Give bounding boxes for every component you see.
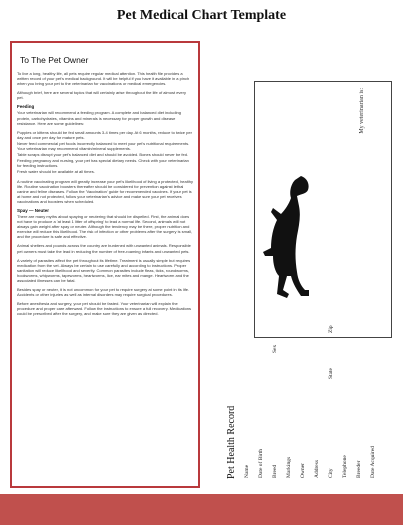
field-owner: Owner: [300, 463, 306, 478]
intro-paragraph: To live a long, healthy life, all pets require regular medical attention. This health file provides a written record of your pet's medical background. It will be helpful if you have it available in a pinch when you bring your pet to the veterinarian for vaccinations or medical emergencies.: [17, 71, 190, 87]
animal-paragraph: Animal shelters and pounds across the country are burdened with unwanted animals. Responsible pet owners must take the lead in reducing the number of free-roaming infants and unwanted pets.: [17, 243, 191, 254]
page-title: Pet Medical Chart Template: [116, 8, 287, 23]
parasite-paragraph: A variety of parasites affect the pet throughout its lifetime. Treatment is usually simple but requires medication from the vet. Always be certain to use carefully and according to instructions. Proper sanitation will reduce likelihood and severity. Common parasites include fleas, ticks, roundworms, hookworms, whipworms, tapeworms, heartworms, lice, ear mites and mange. Heartworm and the associated illnesses can be fatal.: [17, 257, 191, 283]
feeding-item: Puppies or kittens should be fed small amounts 3-4 times per day. At 6 months, reduce to twice per day and once per day for mature pets.: [17, 129, 192, 140]
pet-owner-panel: [10, 41, 200, 488]
record-title: Pet Health Record: [226, 405, 237, 479]
vaccine-paragraph: A routine vaccinating program will greatly increase your pet's likelihood of living a protected, healthy life. Routine vaccination boosters thereafter should be considered for prevention against lethal canine and feline diseases. Follow the 'Vaccination' guide for recommended vaccines. If your pet is at home and not protected, follow your veterinarian's advice and make sure your pet receives vaccinations and boosters when scheduled.: [17, 178, 193, 204]
feeding-item: Table scraps disrupt your pet's balanced diet and should be avoided. Bones should never be fed.: [17, 152, 189, 158]
surgery-paragraph: Besides spay or neuter, it is not uncommon for your pet to require surgery at some point in its life. Accidents or other injuries as well as internal disorders may require surgical procedures.: [17, 287, 190, 298]
field-markings: Markings: [286, 456, 292, 478]
footer-band: [0, 494, 403, 525]
field-telephone: Telephone: [342, 455, 348, 478]
field-state: State: [328, 368, 334, 379]
field-date-acquired: Date Acquired: [370, 446, 376, 478]
veterinarian-box: [254, 81, 392, 338]
field-zip: Zip: [328, 325, 334, 333]
health-record-panel: [208, 41, 395, 488]
closing-paragraph: Before anesthesia and surgery, your pet should be fasted. Your veterinarian will explain the procedure and proper care afterward. Follow the instructions to ensure a full recovery. Medications could be prescribed after the surgery, and make sure they are given as directed.: [17, 301, 192, 317]
field-address: Address: [314, 459, 320, 478]
panel-heading: To The Pet Owner: [20, 55, 89, 65]
field-name: Name: [244, 464, 250, 478]
field-date-of-birth: Date of Birth: [258, 448, 264, 478]
field-breeder: Breeder: [356, 460, 362, 478]
field-breed: Breed: [272, 464, 278, 478]
dog-silhouette: [261, 172, 313, 312]
feeding-paragraph: Your veterinarian will recommend a feeding program. A complete and balanced diet including protein, carbohydrates, vitamins and minerals is necessary for proper growth and disease resistance. Here are some guidelines:: [17, 110, 181, 126]
vet-label: My veterinarian is:: [359, 88, 365, 134]
spay-paragraph: There are many myths about spaying or neutering that should be dispelled. First, the animal does not have to produce a 'at least 1 litter of offspring' to lead a normal life. Second, animals will not always gain weight after spay or neuter. Although the tendency may be there, proper nutrition and exercise will reduce this likelihood. The risk of infection or other problems after the surgery is small, and the procedure is safe and effective.: [17, 213, 193, 240]
feeding-item: Feeding pregnancy and nursing, your pet has special dietary needs. Check with your veterinarian for feeding instructions.: [17, 158, 189, 169]
field-sex: Sex: [272, 344, 278, 353]
feeding-item: Never feed commercial pet foods incorrectly balanced to meet your pet's nutritional requirements. Your veterinarian may recommend vitamin/mineral supplements.: [17, 140, 190, 152]
spay-heading: Spay — Neuter: [17, 207, 50, 213]
topics-paragraph: Although brief, here are several topics that will certainly arise throughout the life of almost every pet.: [17, 90, 186, 101]
feeding-item: Fresh water should be available at all times.: [17, 169, 95, 175]
field-city: City: [328, 468, 334, 478]
feeding-heading: Feeding: [17, 104, 35, 110]
